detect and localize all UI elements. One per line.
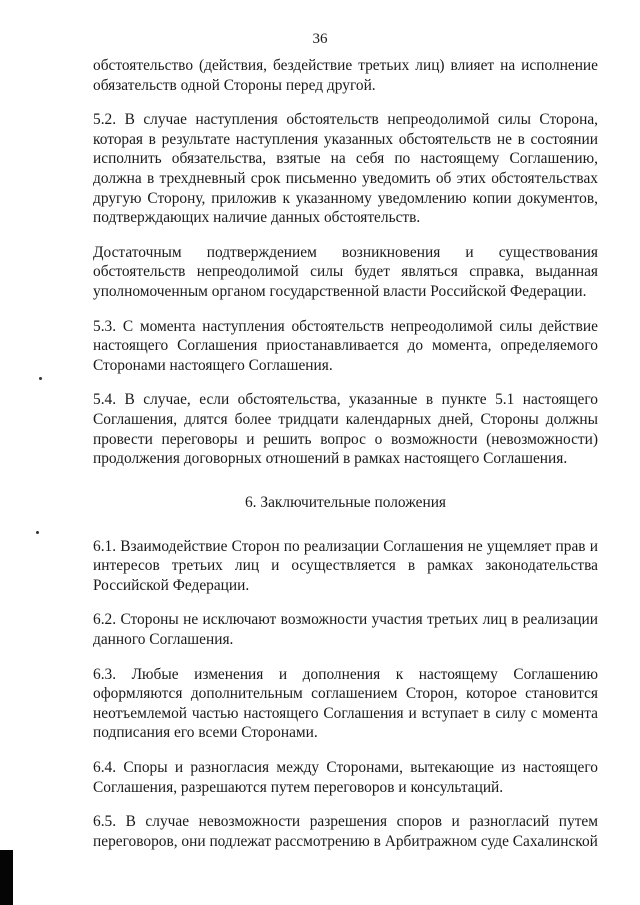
scan-speck bbox=[39, 377, 42, 380]
clause-5-2-proof: Достаточным подтверждением возникновения и существования обстоятельств непреодолимой силы будет являться справка, выданная уполномоченным органом государственной власти Российской Федерации. bbox=[93, 243, 598, 300]
scan-speck bbox=[36, 531, 39, 534]
scan-edge-mark bbox=[0, 850, 13, 905]
clause-6-2: 6.2. Стороны не исключают возможности участия третьих лиц в реализации данного Соглашения. bbox=[93, 611, 598, 649]
page-number: 36 bbox=[312, 31, 328, 47]
clause-6-1: 6.1. Взаимодействие Сторон по реализации Соглашения не ущемляет прав и интересов третьих лиц и осуществляется в рамках законодательства Российской Федерации. bbox=[93, 537, 598, 594]
paragraph-continuation: обстоятельство (действия, бездействие третьих лиц) влияет на исполнение обязательств одной Стороны перед другой. bbox=[93, 57, 598, 94]
clause-5-4: 5.4. В случае, если обстоятельства, указанные в пункте 5.1 настоящего Соглашения, длятся более тридцати календарных дней, Стороны должны провести переговоры и решить вопрос о возможности (невозможности) продолжения договорных отношений в рамках настоящего Соглашения. bbox=[93, 391, 598, 468]
clause-5-2: 5.2. В случае наступления обстоятельств непреодолимой силы Сторона, которая в результате наступления указанных обстоятельств не в состоянии исполнить обязательства, взятые на себя по настоящему Соглашению, должна в трехдневный срок письменно уведомить об этих обстоятельствах другую Сторону, приложив к указанному уведомлению копии документов, подтверждающих наличие данных обстоятельств. bbox=[93, 111, 598, 227]
clause-6-4: 6.4. Споры и разногласия между Сторонами, вытекающие из настоящего Соглашения, разрешаются путем переговоров и консультаций. bbox=[93, 759, 598, 796]
clause-6-5: 6.5. В случае невозможности разрешения споров и разногласий путем переговоров, они подлежат рассмотрению в Арбитражном суде Сахалинской bbox=[93, 813, 598, 850]
section-6-heading: 6. Заключительные положения bbox=[244, 493, 447, 511]
clause-5-3: 5.3. С момента наступления обстоятельств непреодолимой силы действие настоящего Соглашения приостанавливается до момента, определяемого Сторонами настоящего Соглашения. bbox=[93, 317, 598, 374]
document-body bbox=[93, 56, 598, 851]
clause-6-3: 6.3. Любые изменения и дополнения к настоящему Соглашению оформляются дополнительным соглашением Сторон, которое становится неотъемлемой частью настоящего Соглашения и вступает в силу с момента подписания его всеми Сторонами. bbox=[93, 665, 598, 742]
